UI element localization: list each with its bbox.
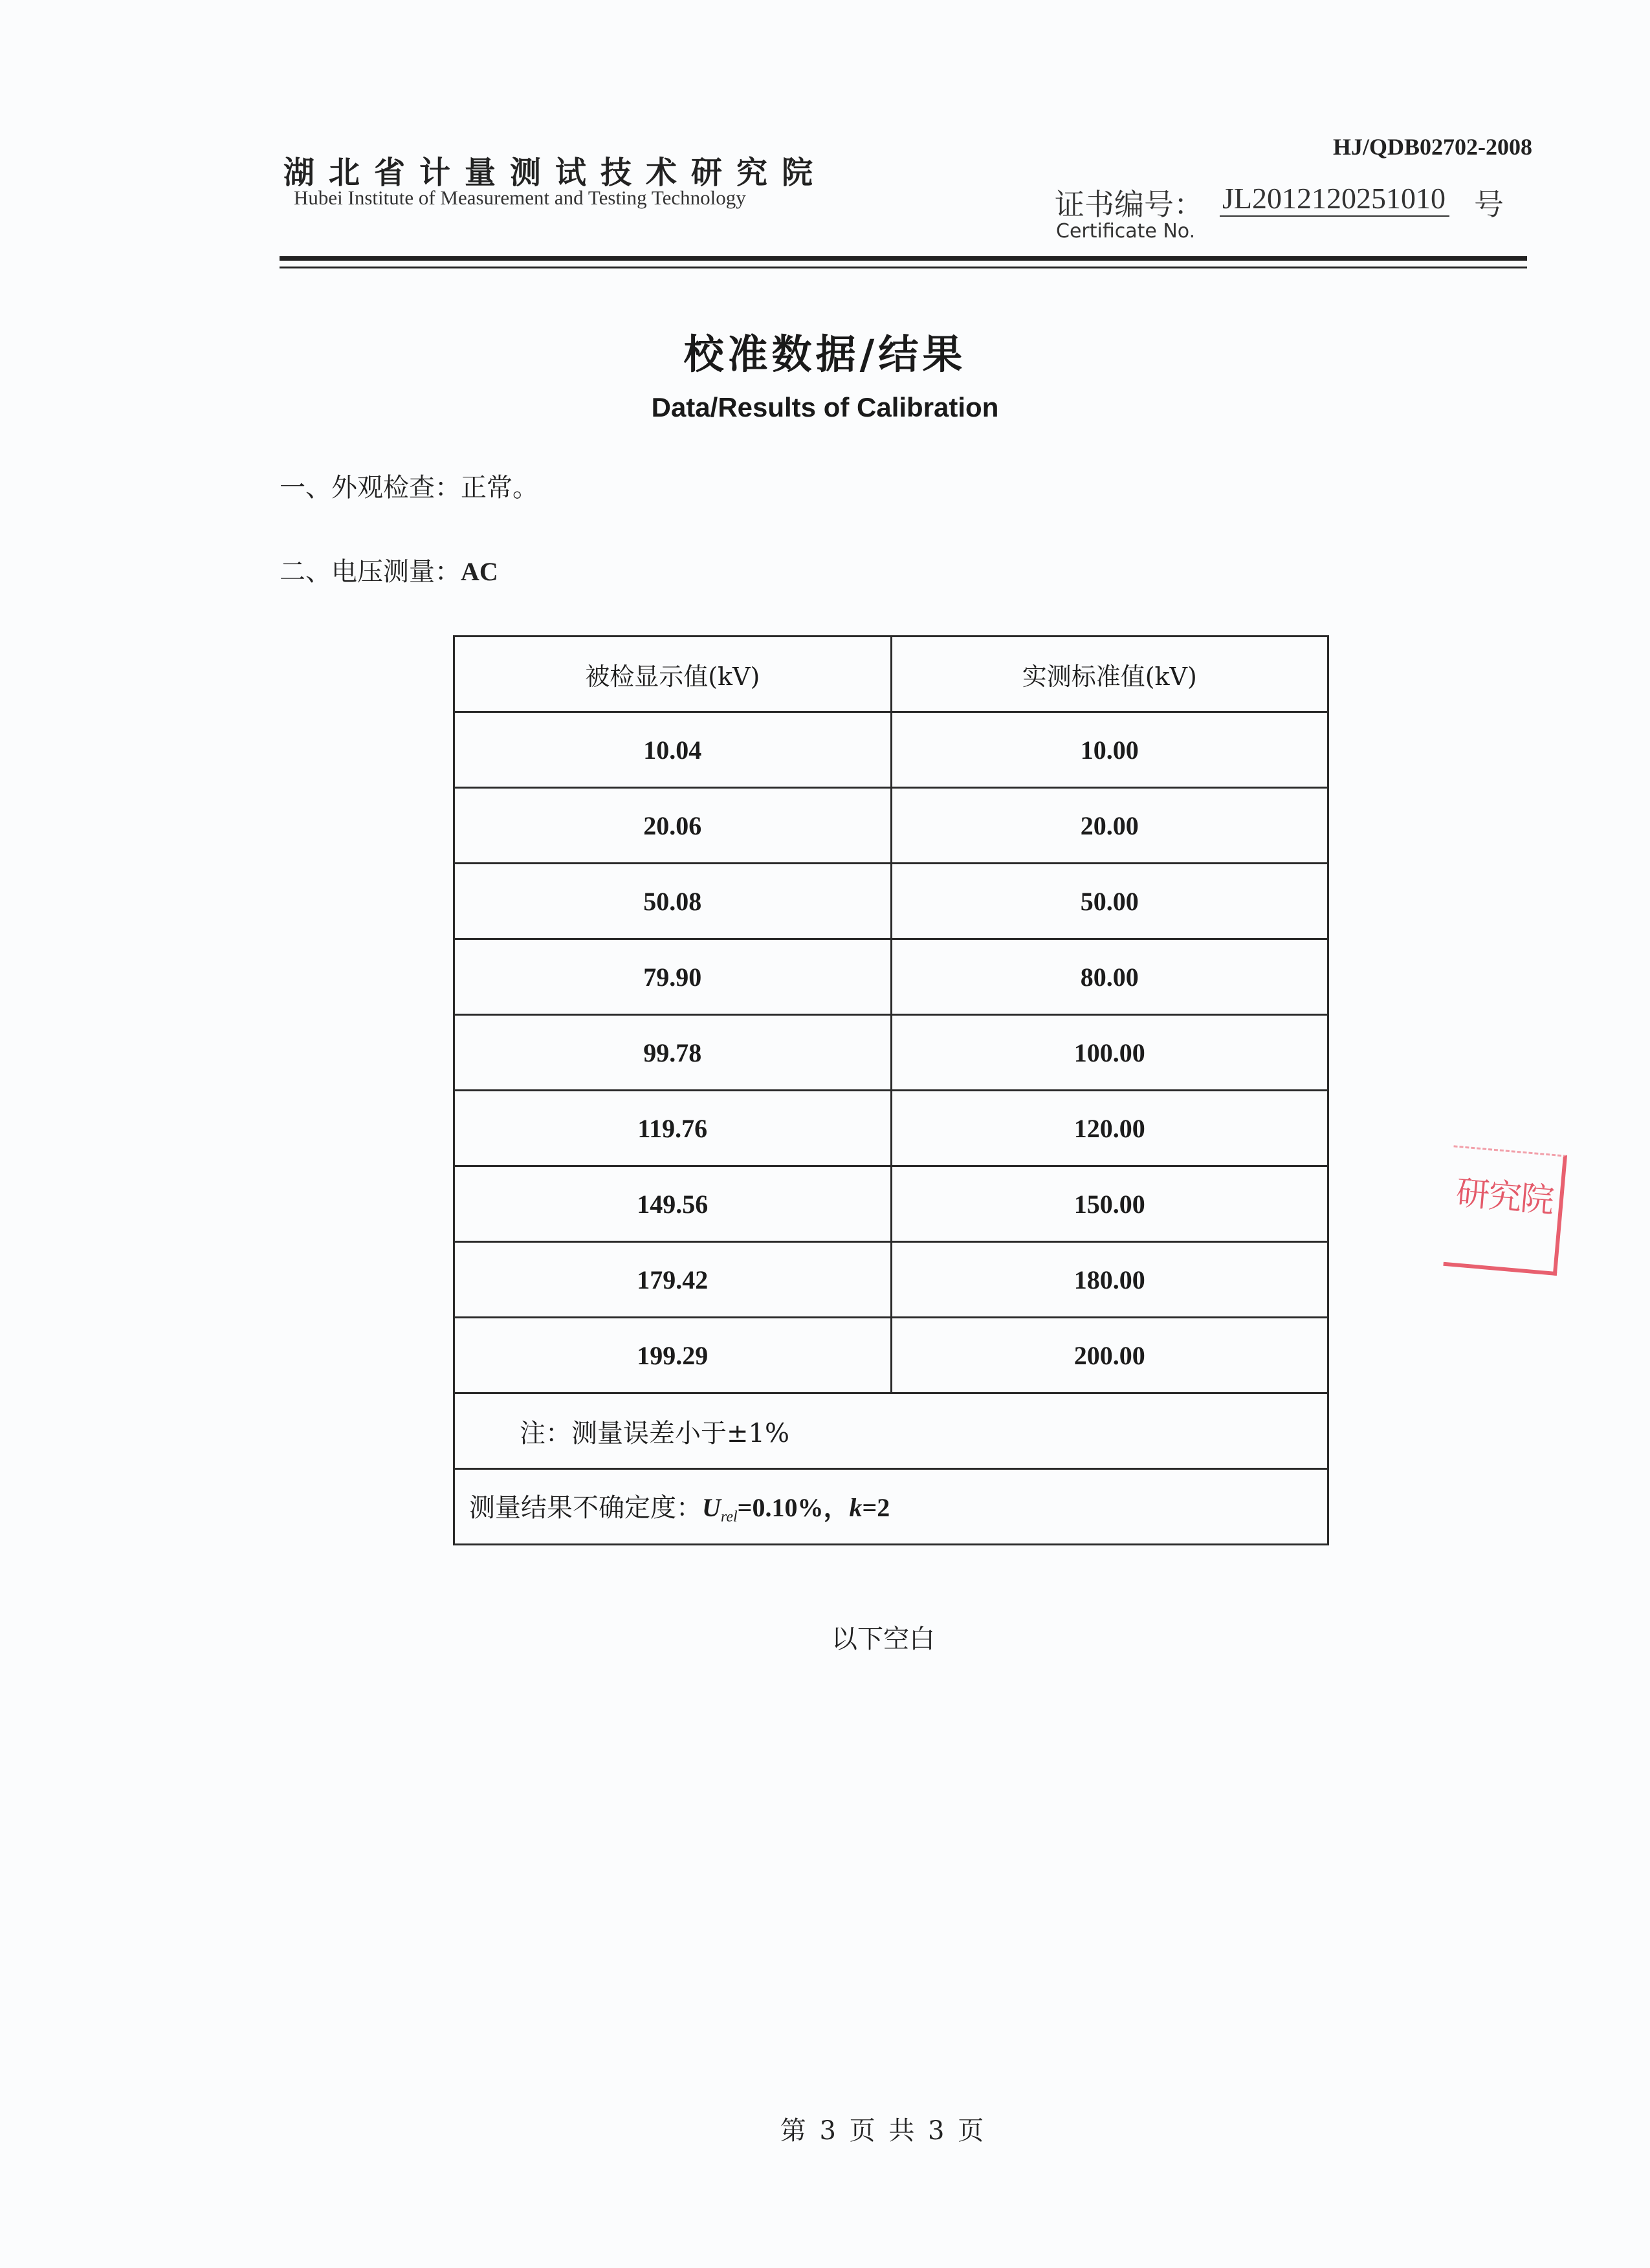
table-row [454,1318,1328,1393]
table-header-standard: 实测标准值(kV) [891,637,1328,712]
table-cell-displayed: 20.06 [454,788,892,864]
table-cell-displayed: 199.29 [454,1318,892,1393]
table-cell-displayed: 50.08 [454,864,892,939]
certificate-label-cn: 证书编号： [1055,187,1204,222]
page-footer: 第 3 页 共 3 页 [780,2116,987,2146]
calibration-table [453,635,1329,1545]
coverage-factor-value: =2 [862,1493,890,1522]
header-rule-thin [280,267,1527,268]
table-note: 注：测量误差小于±1% [454,1393,1328,1469]
table-cell-displayed: 149.56 [454,1166,892,1242]
table-row [454,1242,1328,1318]
table-header-row [454,637,1328,712]
section-voltage-label: 二、电压测量： [280,557,461,587]
table-row [454,788,1328,864]
table-row [454,1166,1328,1242]
certificate-number: JL2012120251010 [1220,182,1449,217]
table-cell-standard: 20.00 [891,788,1328,864]
uncertainty-value: =0.10%， [737,1493,850,1522]
document-code: HJ/QDB02702-2008 [1332,134,1532,160]
section-voltage-value: AC [461,557,498,586]
table-cell-standard: 10.00 [891,712,1328,788]
table-row [454,1091,1328,1166]
institute-name-en: Hubei Institute of Measurement and Testing Technology [294,186,746,209]
stamp-text: 研究院 [1454,1173,1555,1221]
table-note-row [454,1393,1328,1469]
section-appearance-label: 一、外观检查： [280,473,461,503]
table-row [454,1015,1328,1091]
table-header-displayed: 被检显示值(kV) [454,637,892,712]
table-uncertainty-row [454,1469,1328,1545]
uncertainty-subscript: rel [720,1509,738,1525]
uncertainty-label: 测量结果不确定度： [469,1493,702,1523]
table-cell-standard: 80.00 [891,939,1328,1015]
blank-below-note: 以下空白 [831,1624,935,1654]
table-cell-displayed: 179.42 [454,1242,892,1318]
uncertainty-symbol: U [702,1493,721,1522]
table-cell-displayed: 119.76 [454,1091,892,1166]
certificate-label-en: Certificate No. [1056,220,1196,243]
table-cell-standard: 150.00 [891,1166,1328,1242]
table-row [454,939,1328,1015]
table-cell-standard: 120.00 [891,1091,1328,1166]
section-voltage [280,551,498,588]
institute-name-cn: 湖北省计量测试技术研究院 [283,155,828,191]
header-rule-thick [280,256,1527,261]
coverage-factor-symbol: k [849,1493,863,1522]
table-cell-standard: 100.00 [891,1015,1328,1091]
table-cell-standard: 180.00 [891,1242,1328,1318]
table-cell-standard: 200.00 [891,1318,1328,1393]
table-cell-displayed: 99.78 [454,1015,892,1091]
page-title-cn: 校准数据/结果 [683,331,967,378]
section-appearance-value: 正常。 [461,473,538,503]
table-cell-displayed: 79.90 [454,939,892,1015]
section-appearance [280,467,538,504]
certificate-suffix: 号 [1474,187,1504,222]
table-cell-standard: 50.00 [891,864,1328,939]
table-cell-displayed: 10.04 [454,712,892,788]
institute-stamp [1443,1145,1571,1279]
table-row [454,864,1328,939]
page-title-en: Data/Results of Calibration [651,392,999,422]
table-uncertainty [454,1469,1328,1545]
table-row [454,712,1328,788]
